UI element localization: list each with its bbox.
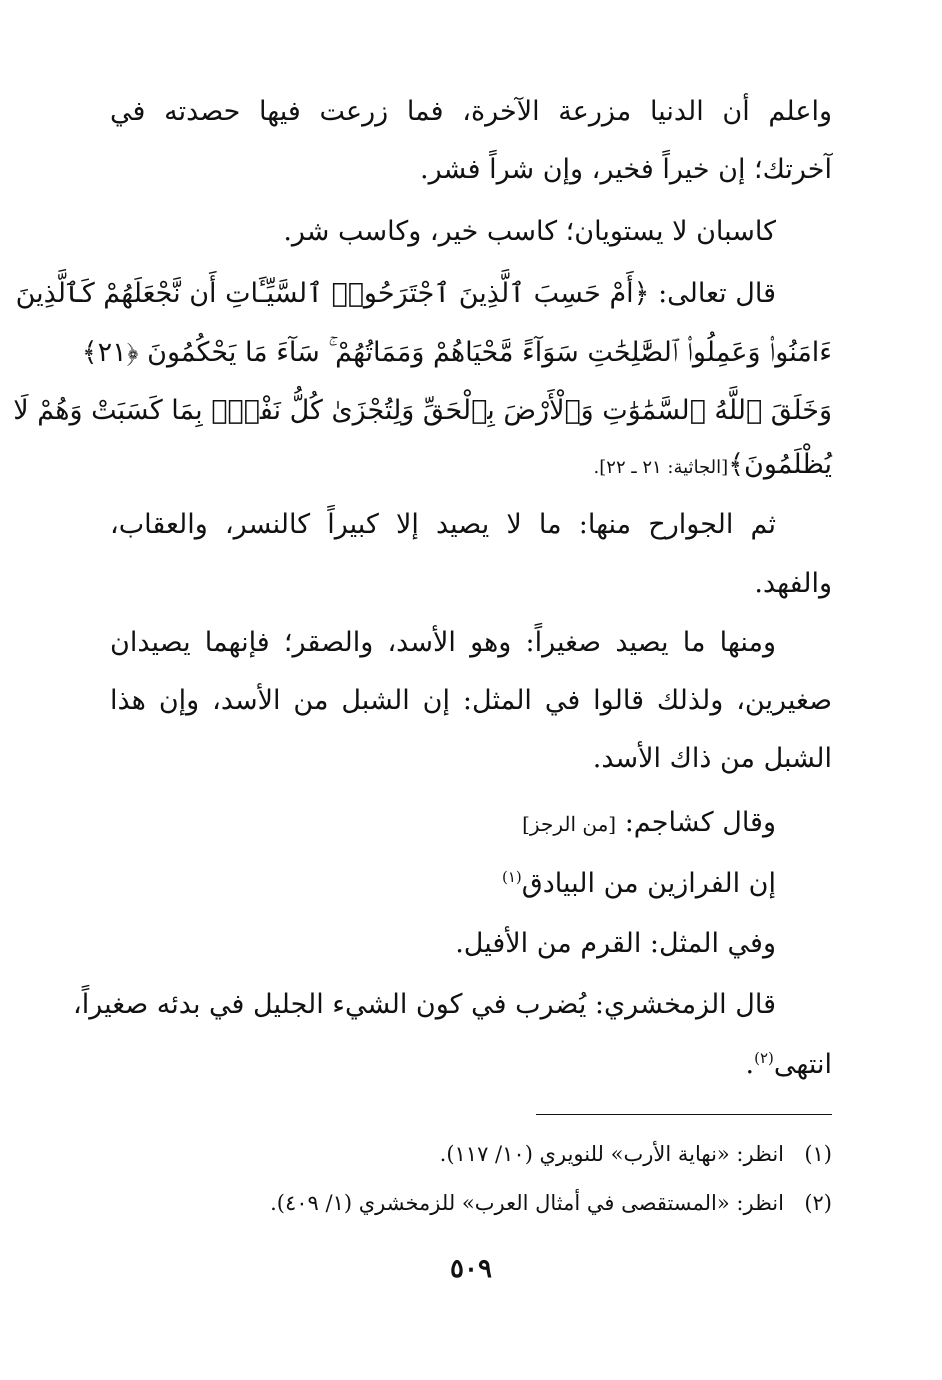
footnote-number: (١) <box>804 1142 832 1166</box>
text-line: والفهد. <box>754 568 832 599</box>
quran-line: وَخَلَقَ ٱللَّهُ ٱلسَّمَٰوَٰتِ وَٱلْأَرْضَ بِٱلْحَقِّ وَلِتُجْزَىٰ كُلُّ نَفْسٍۭ بِمَا كَسَبَتْ وَهُمْ لَا <box>13 395 832 426</box>
quran-verse-end: يُظْلَمُونَ﴾ <box>728 449 832 480</box>
text-line <box>110 1037 832 1093</box>
poem-intro <box>110 795 776 851</box>
footnote-number: (٢) <box>804 1191 832 1215</box>
footnote-text: انظر: «المستقصى في أمثال العرب» للزمخشري (١/ ٤٠٩). <box>270 1191 784 1215</box>
text-line: الشبل من ذاك الأسد. <box>592 743 832 774</box>
text-line: واعلم أن الدنيا مزرعة الآخرة، فما زرعت فيها حصدته في <box>110 96 832 127</box>
footnote-2 <box>110 1183 832 1223</box>
poem-verse <box>110 856 776 912</box>
text-line: كاسبان لا يستويان؛ كاسب خير، وكاسب شر. <box>283 216 776 247</box>
footnote-marker-1: (١) <box>502 868 522 886</box>
footnote-divider <box>536 1114 832 1115</box>
quran-line: قال تعالى: ﴿أَمْ حَسِبَ ٱلَّذِينَ ٱجْتَرَحُوا۟ ٱلسَّيِّـَٔاتِ أَن نَّجْعَلَهُمْ كَٱلَّذِينَ <box>15 278 776 309</box>
meter-label: [من الرجز] <box>522 812 617 836</box>
text-line: آخرتك؛ إن خيراً فخير، وإن شراً فشر. <box>420 154 832 185</box>
quran-line: ءَامَنُوا۟ وَعَمِلُوا۟ ٱلصَّٰلِحَٰتِ سَوَآءً مَّحْيَاهُمْ وَمَمَاتُهُمْ ۚ سَآءَ مَا يَحْكُمُونَ ﴿٢١﴾ <box>81 337 832 368</box>
quran-line-end <box>110 437 832 493</box>
text-line: ثم الجوارح منها: ما لا يصيد إلا كبيراً كالنسر، والعقاب، <box>110 509 776 540</box>
text-line: قال الزمخشري: يُضرب في كون الشيء الجليل في بدئه صغيراً، <box>72 989 776 1020</box>
quran-citation: [الجاثية: ٢١ ـ ٢٢]. <box>593 457 729 478</box>
text-line: صغيرين، ولذلك قالوا في المثل: إن الشبل من الأسد، وإن هذا <box>110 685 832 716</box>
verse-text: إن الفرازين من البيادق <box>521 868 776 899</box>
intaha-text: انتهى <box>773 1049 832 1080</box>
text-line: ومنها ما يصيد صغيراً: وهو الأسد، والصقر؛ فإنهما يصيدان <box>110 627 776 658</box>
footnote-1 <box>110 1134 832 1174</box>
footnote-text: انظر: «نهاية الأرب» للنويري (١٠/ ١١٧). <box>439 1142 784 1166</box>
page-number: ٥٠٩ <box>450 1254 492 1284</box>
poet-label: وقال كشاجم: <box>624 807 776 838</box>
footnote-marker-2: (٢) <box>754 1049 774 1067</box>
text-line: وفي المثل: القرم من الأفيل. <box>455 928 776 959</box>
period: . <box>745 1049 755 1080</box>
